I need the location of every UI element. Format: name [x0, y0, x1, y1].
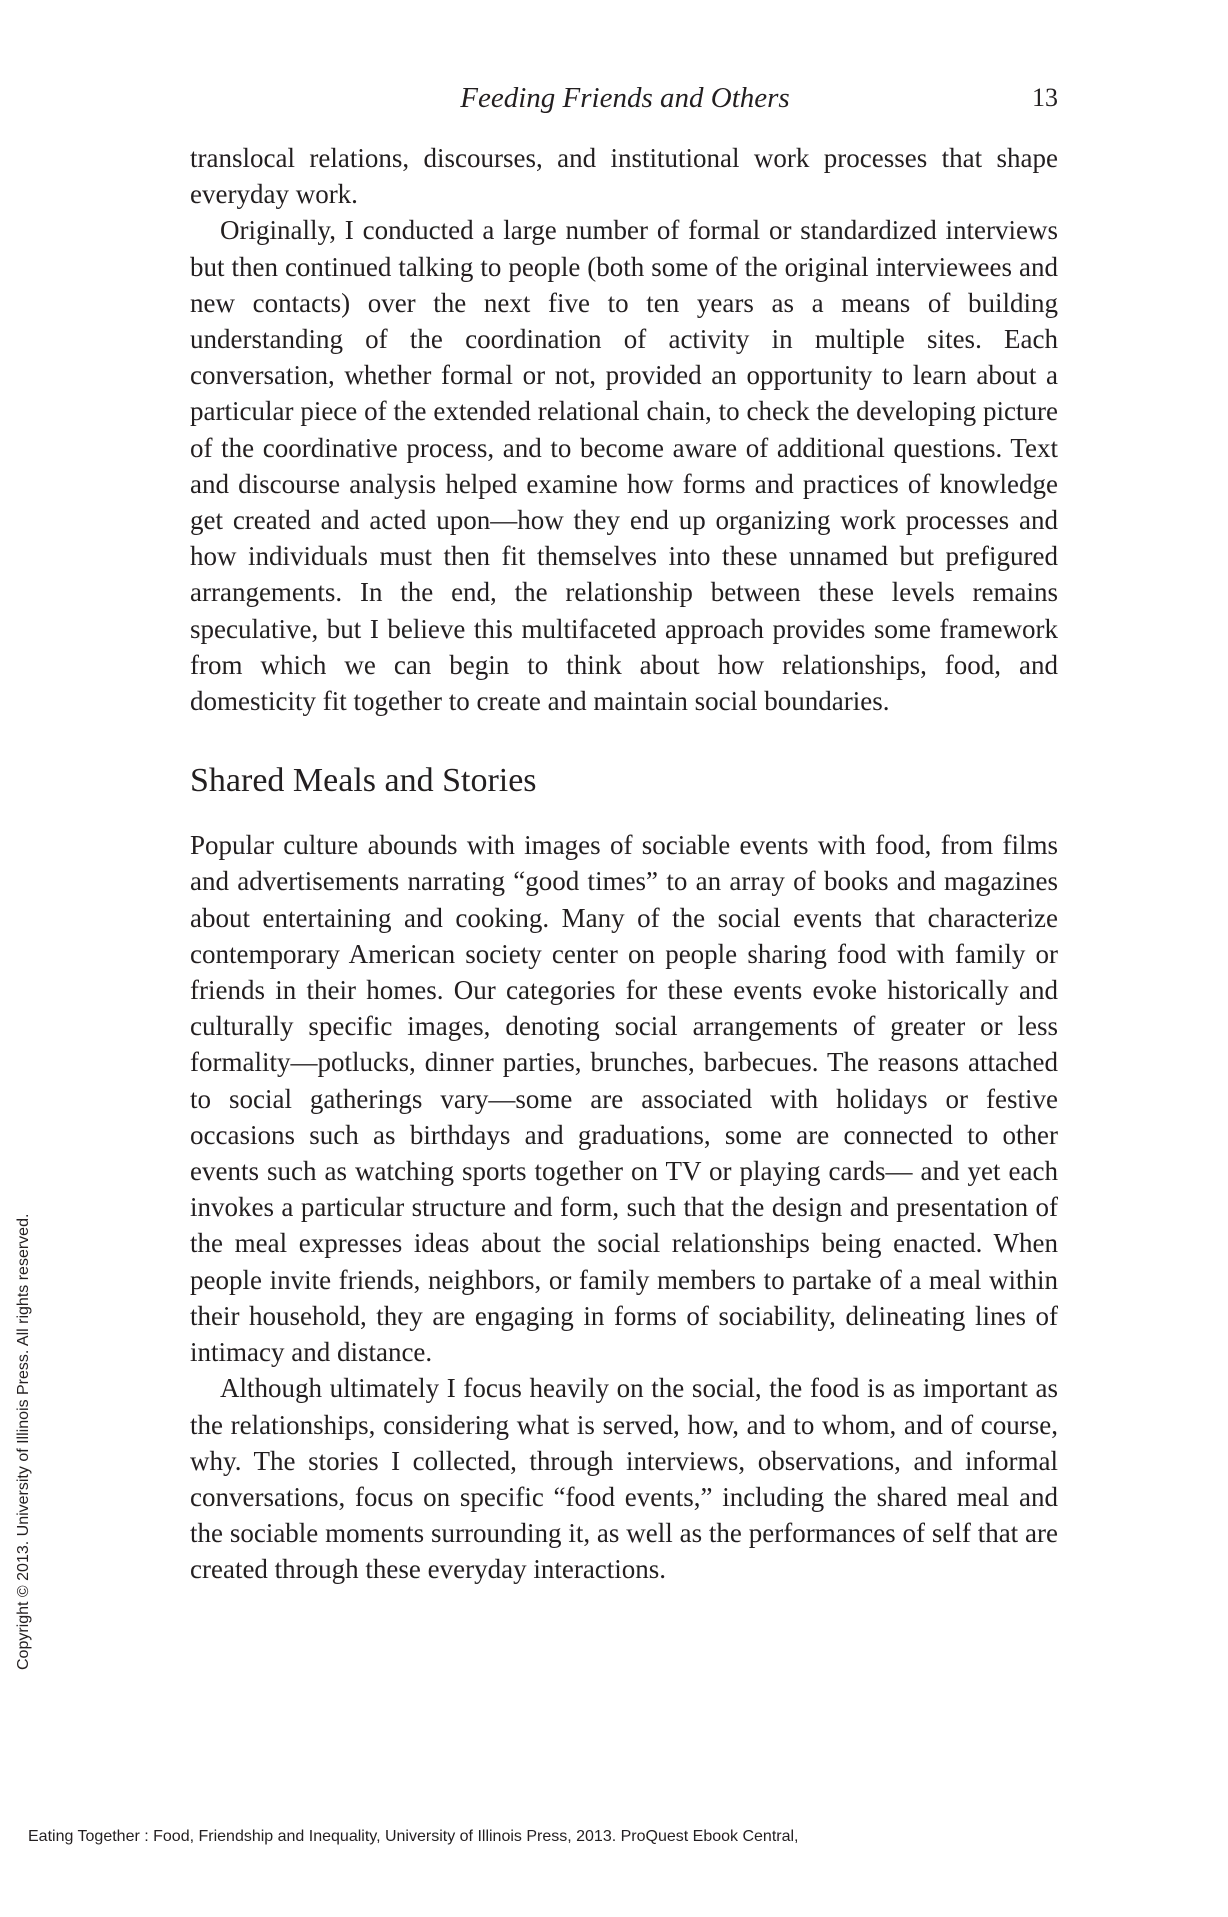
- paragraph-methods: Originally, I conducted a large number of formal or standardized interviews but then continued talking to people (both some of the original interviewees and new contacts) over the next five to ten years as a means of building understanding of the coordination of activity in multiple sites. Each conversation, whether formal or not, provided an opportunity to learn about a particular piece of the extended relational chain, to check the developing picture of the coordinative process, and to become aware of additional questions. Text and discourse analysis helped examine how forms and practices of knowledge get created and acted upon—how they end up organizing work processes and how individuals must then fit themselves into these unnamed but prefigured arrangements. In the end, the relationship between these levels remains speculative, but I believe this multifaceted approach provides some framework from which we can begin to think about how relationships, food, and domesticity fit together to create and maintain social boundaries.: [190, 215, 1058, 717]
- footer-citation: Eating Together : Food, Friendship and Inequality, University of Illinois Press, 2013. ProQuest Ebook Central,: [28, 1828, 799, 1845]
- page-number: 13: [1032, 83, 1058, 112]
- section-heading: Shared Meals and Stories: [190, 762, 537, 800]
- margin-copyright-notice: Copyright © 2013. University of Illinois Press. All rights reserved.: [15, 1213, 32, 1670]
- running-title: Feeding Friends and Others: [460, 82, 790, 114]
- paragraph-popular-culture: Popular culture abounds with images of sociable events with food, from films and advertisements narrating “good times” to an array of books and magazines about entertaining and cooking. Many of the social events that characterize contemporary American society center on people sharing food with family or friends in their homes. Our categories for these events evoke historically and culturally specific images, denoting social arrangements of greater or less formality—potlucks, dinner parties, brunches, barbecues. The reasons attached to social gatherings vary—some are associated with holidays or festive occasions such as birthdays and graduations, some are connected to other events such as watching sports together on TV or playing cards— and yet each invokes a particular structure and form, such that the design and presentation of the meal expresses ideas about the social relationships being enacted. When people invite friends, neighbors, or family members to partake of a meal within their household, they are engaging in forms of sociability, delineating lines of intimacy and distance.: [190, 830, 1058, 1368]
- body-text: [190, 140, 1058, 1588]
- running-head: [0, 78, 1228, 118]
- paragraph-continuation: translocal relations, discourses, and institutional work processes that shape everyday work.: [190, 143, 1058, 210]
- paragraph-food-events: Although ultimately I focus heavily on the social, the food is as important as the relationships, considering what is served, how, and to whom, and of course, why. The stories I collected, through interviews, observations, and informal conversations, focus on specific “food events,” including the shared meal and the sociable moments surrounding it, as well as the performances of self that are created through these everyday interactions.: [190, 1373, 1058, 1585]
